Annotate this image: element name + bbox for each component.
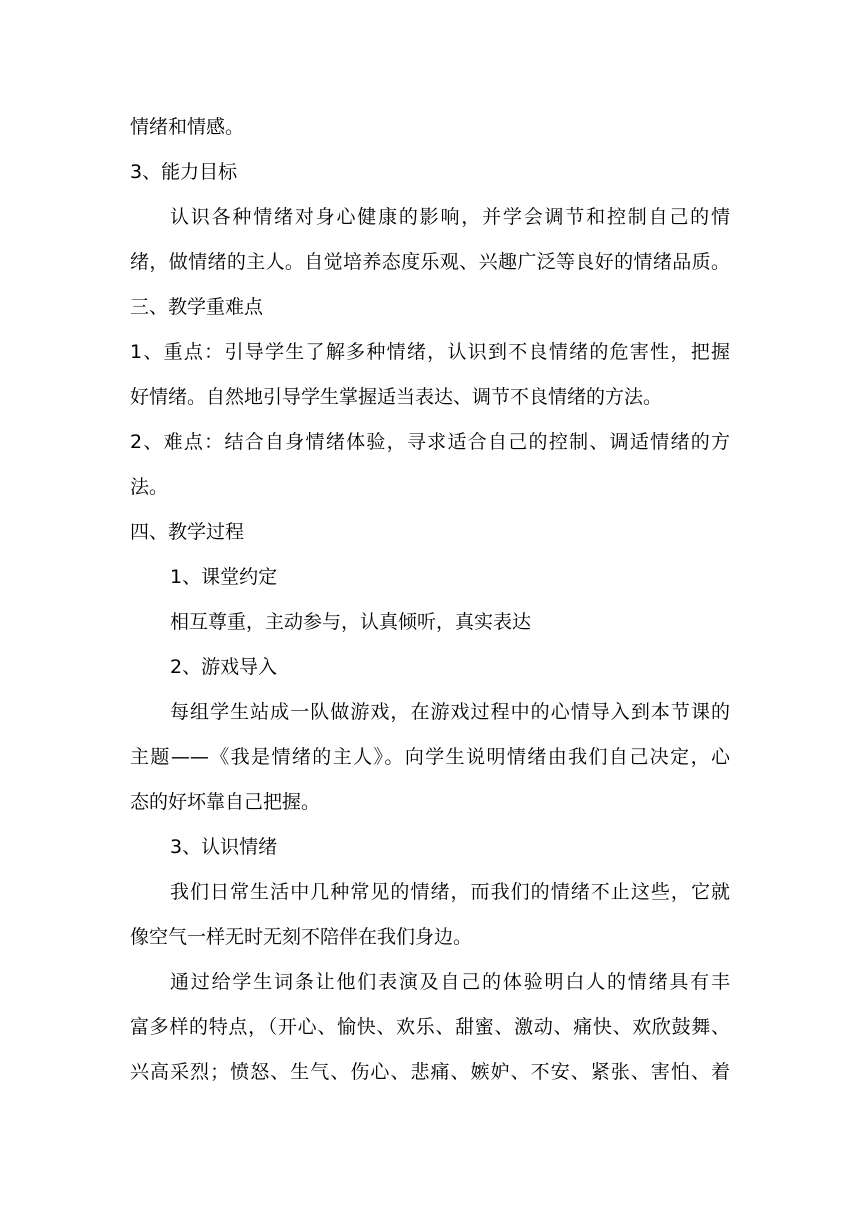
paragraph-line: 我们日常生活中几种常见的情绪，而我们的情绪不止这些，它就 [170, 881, 730, 903]
paragraph-line: 主题——《我是情绪的主人》。向学生说明情绪由我们自己决定，心 [130, 746, 730, 768]
section-heading: 四、教学过程 [130, 521, 245, 543]
paragraph-line: 2、难点：结合自身情绪体验，寻求适合自己的控制、调适情绪的方 [130, 431, 730, 453]
paragraph-line: 认识各种情绪对身心健康的影响，并学会调节和控制自己的情 [170, 206, 730, 228]
section-heading: 三、教学重难点 [130, 296, 264, 318]
subsection-heading: 2、游戏导入 [170, 656, 278, 678]
section-heading: 3、能力目标 [130, 161, 238, 183]
paragraph-line: 好情绪。自然地引导学生掌握适当表达、调节不良情绪的方法。 [130, 386, 663, 408]
paragraph-line: 相互尊重，主动参与，认真倾听，真实表达 [170, 611, 532, 633]
paragraph-line: 态的好坏靠自己把握。 [130, 791, 321, 813]
paragraph-line: 绪，做情绪的主人。自觉培养态度乐观、兴趣广泛等良好的情绪品质。 [130, 251, 730, 273]
subsection-heading: 3、认识情绪 [170, 836, 278, 858]
subsection-heading: 1、课堂约定 [170, 566, 278, 588]
paragraph-line: 富多样的特点，（开心、愉快、欢乐、甜蜜、激动、痛快、欢欣鼓舞、 [130, 1016, 730, 1038]
paragraph-line: 每组学生站成一队做游戏，在游戏过程中的心情导入到本节课的 [170, 701, 730, 723]
paragraph-line: 法。 [130, 476, 169, 498]
paragraph-line: 兴高采烈；愤怒、生气、伤心、悲痛、嫉妒、不安、紧张、害怕、着 [130, 1061, 730, 1083]
paragraph-line: 1、重点：引导学生了解多种情绪，认识到不良情绪的危害性，把握 [130, 341, 730, 363]
paragraph-line: 情绪和情感。 [130, 116, 245, 138]
paragraph-line: 通过给学生词条让他们表演及自己的体验明白人的情绪具有丰 [170, 971, 730, 993]
paragraph-line: 像空气一样无时无刻不陪伴在我们身边。 [130, 926, 473, 948]
